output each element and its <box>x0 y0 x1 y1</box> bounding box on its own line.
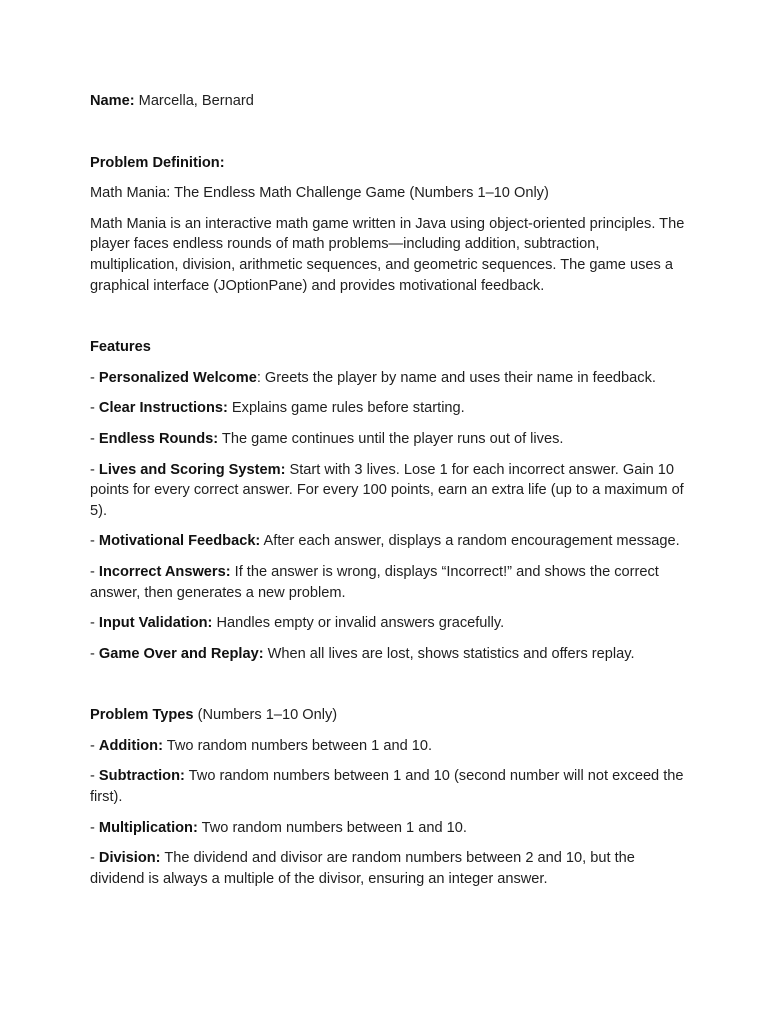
problem-types-heading-text: Problem Types <box>90 707 194 724</box>
feature-item-clear-instructions <box>90 398 690 419</box>
document-page <box>90 91 690 899</box>
feature-item-personalized-welcome <box>90 368 690 389</box>
name-value: Marcella, Bernard <box>134 93 254 109</box>
problem-type-division <box>90 848 690 889</box>
game-title: Math Mania: The Endless Math Challenge Game (Numbers 1–10 Only) <box>90 185 549 202</box>
feature-label: Incorrect Answers: <box>98 563 231 580</box>
problem-types-heading-note: (Numbers 1–10 Only) <box>193 707 338 724</box>
feature-label: Motivational Feedback: <box>98 533 261 550</box>
bullet-dash: - <box>90 400 99 417</box>
name-line <box>90 91 690 112</box>
bullet-dash: - <box>90 850 99 867</box>
bullet-dash: - <box>90 533 99 550</box>
feature-label: Lives and Scoring System: <box>98 461 286 478</box>
problem-type-subtraction <box>90 766 690 807</box>
feature-text: After each answer, displays a random encouragement message. <box>260 533 680 550</box>
bullet-dash: - <box>90 768 99 785</box>
feature-label: Input Validation: <box>98 615 213 632</box>
problem-types-heading <box>90 705 690 726</box>
features-heading <box>90 337 690 358</box>
feature-label: Personalized Welcome <box>98 369 257 386</box>
game-description: Math Mania is an interactive math game written in Java using object-oriented principles. The player faces endless rounds of math problems—including addition, subtraction, multiplication, division, arithmetic sequences, and geometric sequences. The game uses a graphical interface (JOptionPane) and provides motivational feedback. <box>90 215 685 294</box>
feature-item-incorrect-answers <box>90 562 690 603</box>
name-label: Name: <box>90 93 135 109</box>
feature-text: If the answer is wrong, displays “Incorrect!” and shows the correct answer, then generates a new problem. <box>90 563 659 601</box>
features-heading-text: Features <box>90 339 151 356</box>
problem-type-text: The dividend and divisor are random numbers between 2 and 10, but the dividend is always a multiple of the divisor, ensuring an integer answer. <box>90 850 635 887</box>
feature-item-lives-scoring <box>90 460 690 522</box>
bullet-dash: - <box>90 430 99 447</box>
bullet-dash: - <box>90 819 99 836</box>
problem-type-label: Multiplication: <box>98 819 198 836</box>
feature-text: : Greets the player by name and uses their name in feedback. <box>256 369 656 386</box>
bullet-dash: - <box>90 615 99 632</box>
problem-type-multiplication <box>90 818 690 839</box>
feature-text: Explains game rules before starting. <box>227 400 465 417</box>
feature-item-endless-rounds <box>90 429 690 450</box>
problem-type-text: Two random numbers between 1 and 10 (second number will not exceed the first). <box>90 768 684 806</box>
bullet-dash: - <box>90 645 99 662</box>
problem-type-text: Two random numbers between 1 and 10. <box>162 737 433 754</box>
bullet-dash: - <box>90 369 99 386</box>
problem-definition-heading <box>90 153 690 174</box>
feature-text: When all lives are lost, shows statistics and offers replay. <box>263 645 635 662</box>
problem-type-label: Subtraction: <box>98 768 185 785</box>
problem-definition-heading-text: Problem Definition: <box>90 154 225 171</box>
feature-item-game-over-replay <box>90 644 690 665</box>
problem-type-label: Division: <box>98 850 161 867</box>
feature-text: Start with 3 lives. Lose 1 for each incorrect answer. Gain 10 points for every correct answer. For every 100 points, earn an extra life (up to a maximum of 5). <box>90 461 684 519</box>
bullet-dash: - <box>90 563 99 580</box>
bullet-dash: - <box>90 461 99 478</box>
feature-label: Game Over and Replay: <box>98 645 264 662</box>
feature-label: Clear Instructions: <box>98 400 228 417</box>
feature-text: Handles empty or invalid answers gracefully. <box>212 615 505 632</box>
problem-type-text: Two random numbers between 1 and 10. <box>197 819 467 836</box>
feature-label: Endless Rounds: <box>98 430 219 447</box>
feature-text: The game continues until the player runs out of lives. <box>218 430 564 447</box>
feature-item-motivational-feedback <box>90 531 690 552</box>
bullet-dash: - <box>90 737 99 754</box>
problem-type-label: Addition: <box>98 737 163 754</box>
problem-type-addition <box>90 736 690 757</box>
feature-item-input-validation <box>90 613 690 634</box>
